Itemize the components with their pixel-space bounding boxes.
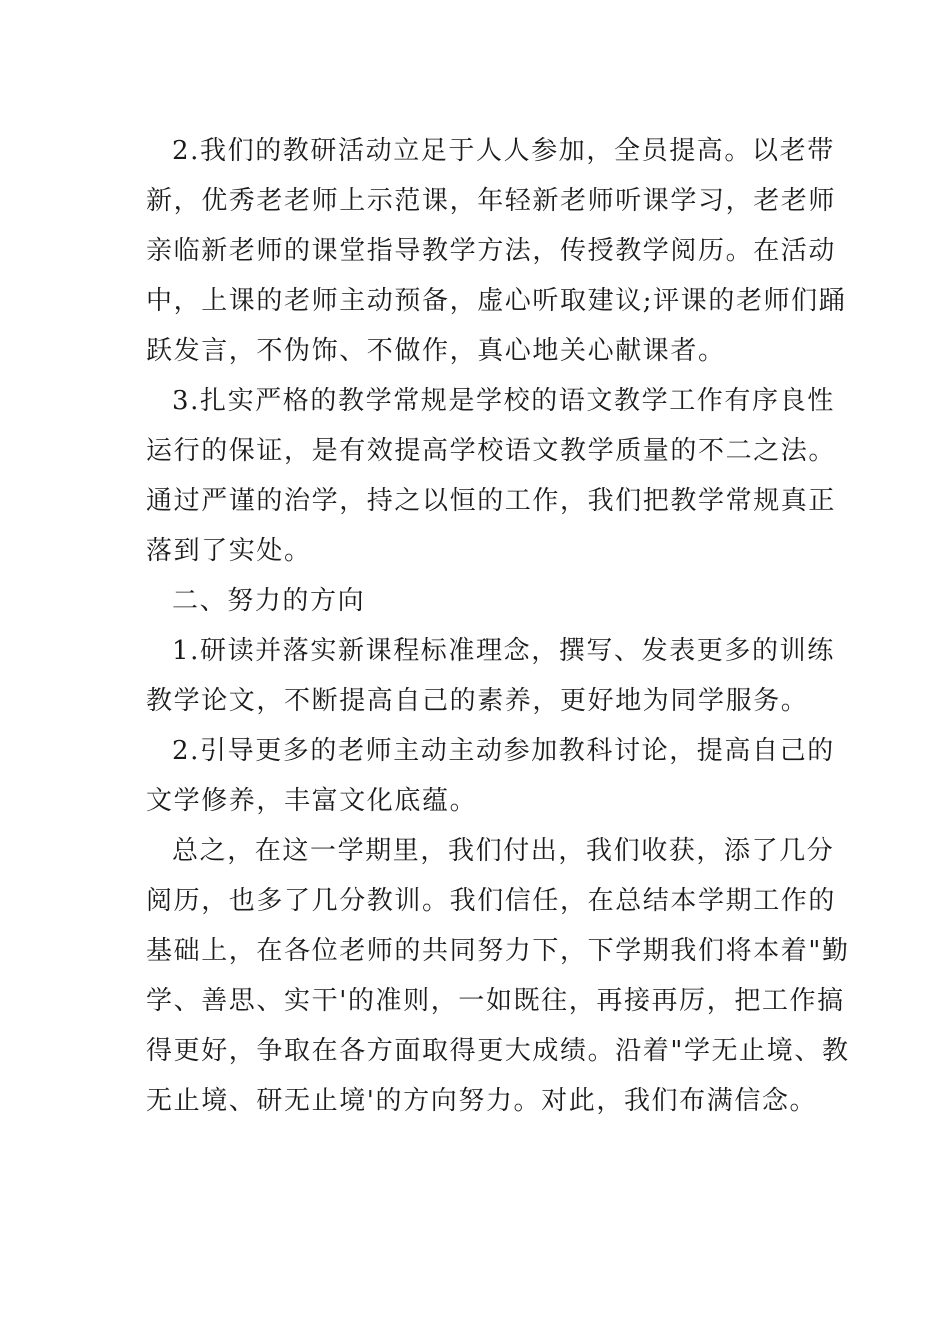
text-line: 新，优秀老老师上示范课，年轻新老师听课学习，老老师 xyxy=(146,186,837,216)
paragraph-2 xyxy=(146,376,837,576)
text-line: 运行的保证，是有效提高学校语文教学质量的不二之法。 xyxy=(146,436,837,466)
text-line: 无止境、研无止境'的方向努力。对此，我们布满信念。 xyxy=(146,1086,818,1116)
text-line: 总之，在这一学期里，我们付出，我们收获，添了几分 xyxy=(172,836,835,866)
text-line: 1.研读并落实新课程标准理念，撰写、发表更多的训练 xyxy=(172,636,835,666)
text-line: 得更好，争取在各方面取得更大成绩。沿着"学无止境、教 xyxy=(146,1036,850,1066)
paragraph-3 xyxy=(146,626,835,726)
text-line: 通过严谨的治学，持之以恒的工作，我们把教学常规真正 xyxy=(146,486,837,516)
text-line: 3.扎实严格的教学常规是学校的语文教学工作有序良性 xyxy=(172,386,835,416)
paragraph-1 xyxy=(146,126,847,376)
section-heading-text: 二、努力的方向 xyxy=(172,586,366,616)
paragraph-5 xyxy=(146,826,850,1126)
text-line: 2.我们的教研活动立足于人人参加，全员提高。以老带 xyxy=(172,136,835,166)
text-line: 2.引导更多的老师主动主动参加教科讨论，提高自己的 xyxy=(172,736,835,766)
text-line: 学、善思、实干'的准则，一如既往，再接再厉，把工作搞 xyxy=(146,986,845,1016)
text-line: 阅历，也多了几分教训。我们信任，在总结本学期工作的 xyxy=(146,886,837,916)
text-line: 教学论文，不断提高自己的素养，更好地为同学服务。 xyxy=(146,686,809,716)
text-line: 基础上，在各位老师的共同努力下，下学期我们将本着"勤 xyxy=(146,936,850,966)
text-line: 文学修养，丰富文化底蕴。 xyxy=(146,786,478,816)
paragraph-4 xyxy=(146,726,835,826)
text-line: 亲临新老师的课堂指导教学方法，传授教学阅历。在活动 xyxy=(146,236,837,266)
text-line: 中，上课的老师主动预备，虚心听取建议;评课的老师们踊 xyxy=(146,286,847,316)
text-line: 落到了实处。 xyxy=(146,536,312,566)
text-line: 跃发言，不伪饰、不做作，真心地关心献课者。 xyxy=(146,336,726,366)
document-body xyxy=(146,126,850,1126)
section-heading xyxy=(146,576,806,626)
